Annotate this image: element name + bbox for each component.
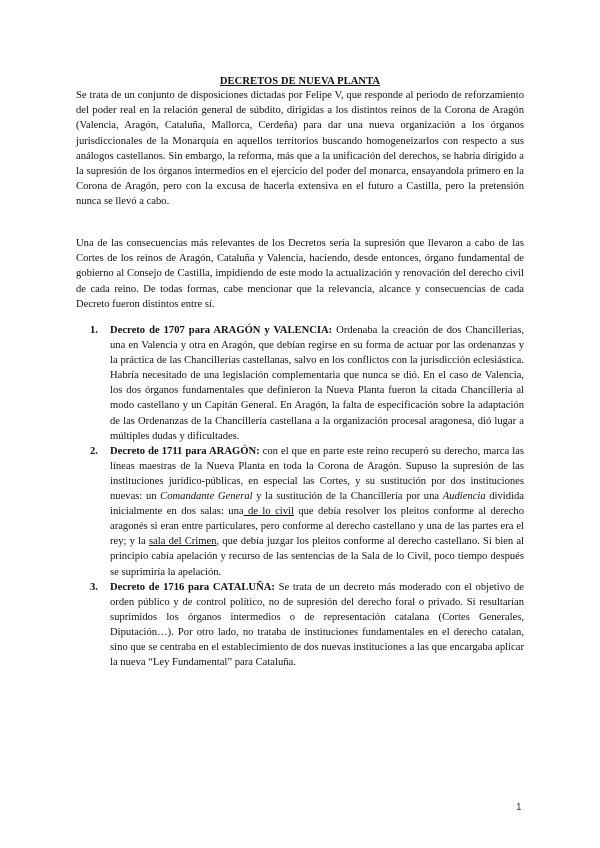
underlined-term: sala del Crimen xyxy=(148,536,217,548)
underlined-term: de lo civil xyxy=(243,506,294,518)
list-item-decree-1707 xyxy=(90,323,524,444)
list-number: 3. xyxy=(90,581,98,593)
list-item-decree-1711 xyxy=(90,444,525,580)
decree-text: y la sustitución de la Chancillería por una xyxy=(252,491,443,503)
list-item-decree-1716 xyxy=(90,580,524,671)
decree-heading: Decreto de 1711 para ARAGÓN: xyxy=(110,445,260,457)
decree-heading: Decreto de 1707 para ARAGÓN y VALENCIA: xyxy=(110,325,333,336)
decree-text: Ordenaba la creación de dos Chancillerías, una en Valencia y otra en Aragón, que debían regirse en su forma de actuar por las ordenanzas y la práctica de las Chancillerías castellanas, salvo en los conflictos con la jurisdicción eclesiástica. Habría necesitado de una legislación complementaria que nunca se dió. En el caso de Valencia, los dos órganos fundamentales que definieron la Nueva Planta fueron la citada Chancillería al modo castellano y un Capitán General. En Aragón, la falta de especificación sobre la adaptación de las Ordenanzas de la Chancillería castellana a la organización procesal aragonesa, dió lugar a múltiples dudas y dificultades. xyxy=(110,325,524,442)
decree-text: Se trata de un decreto más moderado con el objetivo de orden público y de control político, no de supresión del derecho foral o privado. Sí resultarían suprimidos los órganos intermedios o de representación catalana (Cortes Generales, Diputación…). Por otro lado, no trataba de instituciones fundamentales en el derecho catalan, sino que se centraba en el establecimiento de dos nuevas instituciones a las que encargaba aplicar la nueva “Ley Fundamental” para Cataluña. xyxy=(110,581,524,669)
decrees-list xyxy=(90,323,525,670)
consequences-paragraph: Una de las consecuencias más relevantes de los Decretos sería la supresión que llevaron a cabo de las Cortes de los reinos de Aragón, Cataluña y Valencia, haciendo, desde entonces, órgano fundamental de gobierno al Consejo de Castilla, impidiendo de este modo la actualización y renovación del derecho civil de cada reino. De todas formas, cabe mencionar que la relevancia, alcance y consecuencias de cada Decreto fueron distintos entre sí. xyxy=(76,238,524,310)
italic-term: Audiencia xyxy=(442,491,486,503)
list-number: 1. xyxy=(90,325,98,336)
decree-text: que debía resolver los pleitos conforme al derecho aragonés si eran entre particulares, pero conforme al derecho castellano y una de las partes era el rey; y la xyxy=(110,506,525,548)
italic-term: Comandante General xyxy=(160,491,253,503)
decree-heading: Decreto de 1716 para CATALUÑA: xyxy=(110,581,275,593)
list-number: 2. xyxy=(90,445,98,457)
decree-text: dividida inicialmente en dos salas: una xyxy=(110,491,524,518)
page-number: 1 xyxy=(516,802,522,813)
decree-text: con el que en parte este reino recuperó su derecho, marca las líneas maestras de la Nueva Planta en toda la Corona de Aragón. Supuso la supresión de las instituciones jurídico-públicas, en especial las Cortes, y su sustitución por dos instituciones nuevas: un xyxy=(110,445,524,503)
intro-paragraph: Se trata de un conjunto de disposiciones dictadas por Felipe V, que responde al periodo de reforzamiento del poder real en la relación general de súbdito, dirigidas a los distintos reinos de la Corona de Aragón (Valencia, Aragón, Cataluña, Mallorca, Cerdeña) para dar una nueva organización a los órganos jurisdiccionales de la Monarquía en aquellos territorios buscando homogeneizarlos con respecto a sus análogos castellanos. Sin embargo, la reforma, más que a la unificación del derechos, se habría dirigido a la supresión de los órganos intermedios en el ejercicio del poder del monarca, ensayandola primero en la Corona de Aragón, pero con la excusa de hacerla extensiva en el futuro a Castilla, pero la pretensión nunca se llevó a cabo. xyxy=(76,90,524,208)
document-title: DECRETOS DE NUEVA PLANTA xyxy=(219,76,381,87)
decree-text: , que debía juzgar los pleitos conforme al derecho castellano. Si bien al principio cabía apelación y recurso de las sentencias de la Sala de lo Civil, poco tiempo después se suprimiría la apelación. xyxy=(110,536,524,578)
